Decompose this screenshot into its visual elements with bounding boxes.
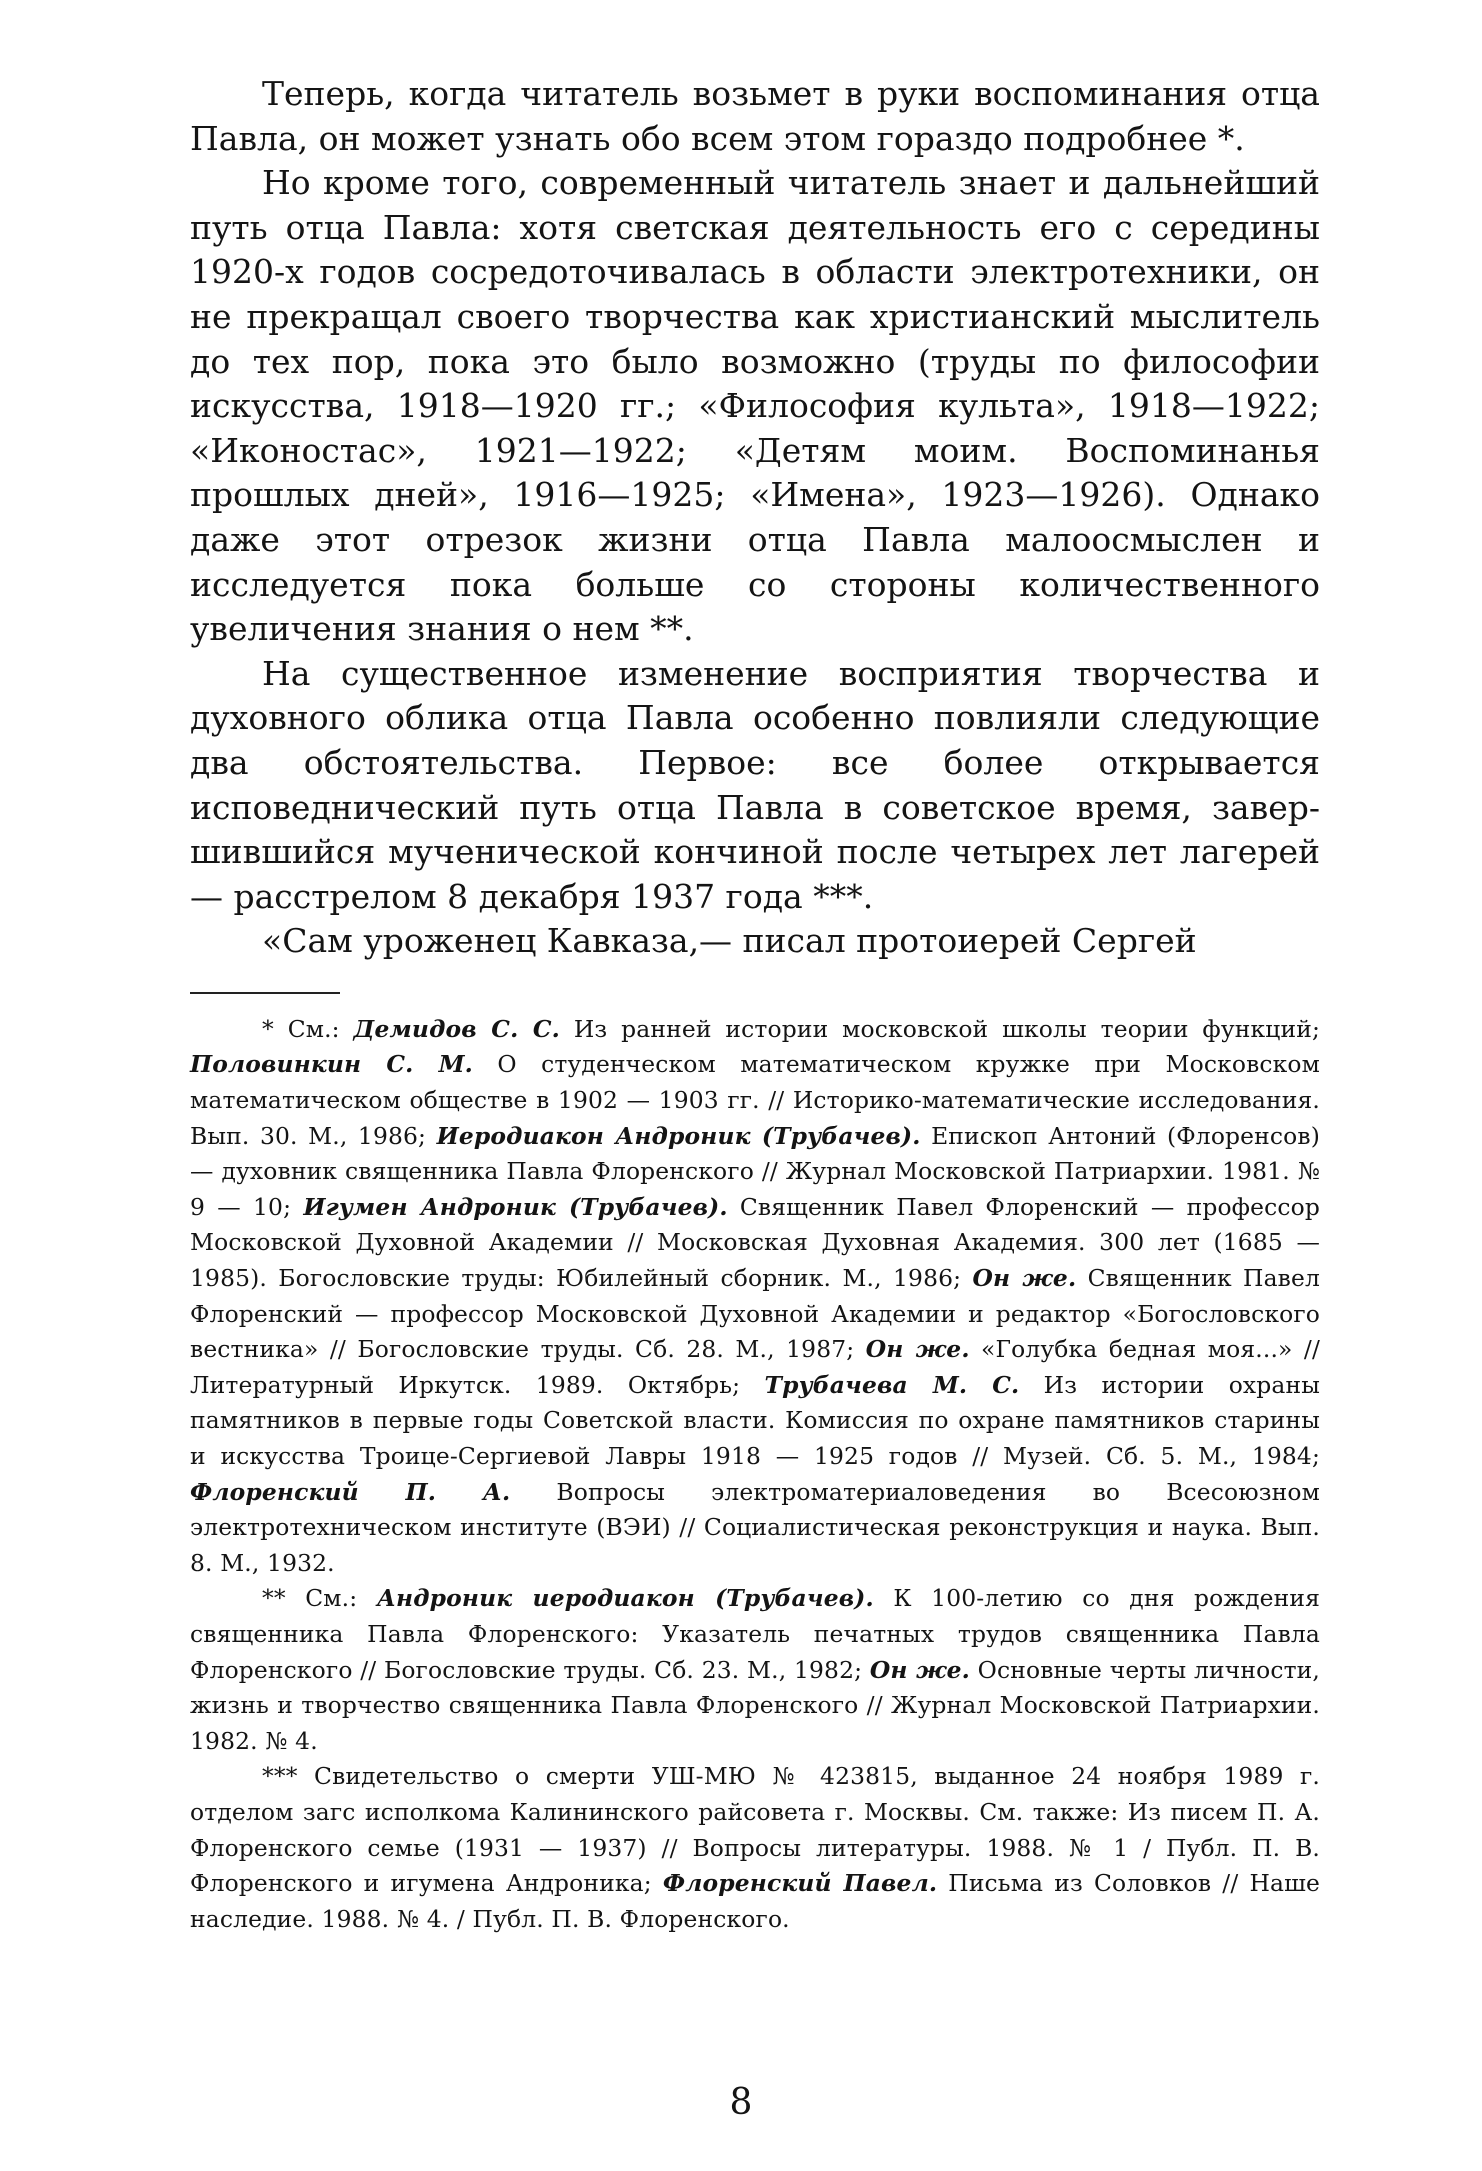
paragraph-1: Теперь, когда читатель возьмет в руки воспоминания отца Павла, он может узнать обо всем этом гораздо подробнее *. [190, 74, 1320, 158]
footnote-author-run: Флоренский П. А. [190, 1477, 511, 1506]
footnote-author-run: Он же. [865, 1335, 970, 1364]
footnote-text-run: Из ранней истории московской школы теории функций; [559, 1014, 1321, 1043]
footnote-text-run: К 100-летию со дня рождения священника Павла Флоренского: Указатель печатных трудов священника Павла Флоренского // Богословские труды. Сб. 23. М., 1982; [190, 1584, 1320, 1684]
footnote-text-run: Письма из Соловков // Наше наследие. 1988. № 4. / Публ. П. В. Флоренского. [190, 1869, 1320, 1933]
footnote-author-run: Половинкин С. М. [190, 1050, 473, 1079]
footnote-author-run: Он же. [972, 1264, 1077, 1293]
paragraph-2: Но кроме того, современный читатель знает и дальнейший путь отца Павла: хотя светская деятельность его с середины 1920-х годов сосредоточивалась в области электротехники, он не прекращал своего творчества как христианский мыслитель до тех пор, пока это было возможно (труды по философии искусства, 1918—1920 гг.; «Философия культа», 1918—1922; «Иконостас», 1921—1922; «Детям моим. Воспоминанья прошлых дней», 1916—1925; «Имена», 1923—1926). Однако даже этот отрезок жизни отца Павла малоосмыслен и исследуется пока больше со стороны количественного увеличения знания о нем **. [190, 163, 1320, 649]
footnote-author-run: Андроник иеродиакон (Трубачев). [376, 1584, 874, 1613]
page-content [190, 72, 1320, 1937]
footnote-text-run: Епископ Антоний (Флоренсов) — духовник священника Павла Флоренского // Журнал Московской Патриархии. 1981. № 9 — 10; [190, 1121, 1320, 1221]
paragraph-4: «Сам уроженец Кавказа,— писал протоиерей Сергей [262, 921, 1197, 961]
footnote-text-run: О студенческом математическом кружке при Московском математическом обществе в 1902 — 1903 гг. // Историко-математические исследования. Вып. 30. М., 1986; [190, 1050, 1320, 1150]
footnote-3 [190, 1759, 1320, 1937]
footnote-text-run: Из истории охраны памятников в первые годы Советской власти. Комиссия по охране памятников старины и искусства Троице-Сергиевой Лавры 1918 — 1925 годов // Музей. Сб. 5. М., 1984; [190, 1370, 1320, 1470]
footnote-text-run: «Голубка бедная моя...» // Литературный Иркутск. 1989. Октябрь; [190, 1335, 1320, 1399]
paragraph-3: На существенное изменение восприятия творчества и духовного облика отца Павла особенно повлияли следующие два обстоятельства. Первое: все более открывается исповеднический путь отца Павла в советское время, завершившийся мученической кончиной после четырех лет лагерей — расстрелом 8 декабря 1937 года ***. [190, 653, 1320, 916]
footnote-author-run: Демидов С. С. [353, 1014, 560, 1043]
page-number: 8 [729, 2082, 753, 2123]
footnote-text-run: * См.: [262, 1014, 354, 1043]
footnotes [190, 1012, 1320, 1937]
main-text [190, 72, 1320, 964]
footnote-text-run: Священник Павел Флоренский — профессор Московской Духовной Академии // Московская Духовная Академия. 300 лет (1685 — 1985). Богословские труды: Юбилейный сборник. М., 1986; [190, 1192, 1320, 1293]
footnote-2 [190, 1581, 1320, 1759]
footnote-text-run: Основные черты личности, жизнь и творчество священника Павла Флоренского // Журнал Московской Патриархии. 1982. № 4. [190, 1655, 1320, 1755]
footnote-author-run: Иеродиакон Андроник (Трубачев). [436, 1121, 921, 1150]
footnote-divider [190, 992, 340, 994]
footnote-author-run: Трубачева М. С. [764, 1370, 1020, 1399]
footnote-text-run: Священник Павел Флоренский — профессор Московской Духовной Академии и редактор «Богословского вестника» // Богословские труды. Сб. 28. М., 1987; [190, 1264, 1320, 1364]
footnote-author-run: Флоренский Павел. [662, 1869, 938, 1898]
footnote-author-run: Он же. [869, 1655, 970, 1684]
footnote-text-run: *** Свидетельство о смерти УШ-МЮ № 423815, выданное 24 ноября 1989 г. отделом загс исполкома Калининского райсовета г. Москвы. См. также: Из писем П. А. Флоренского семье (1931 — 1937) // Вопросы литературы. 1988. № 1 / Публ. П. В. Флоренского и игумена Андроника; [190, 1762, 1320, 1898]
footnote-1 [190, 1012, 1320, 1582]
footnote-text-run: Вопросы электроматериаловедения во Всесоюзном электротехническом институте (ВЭИ) // Социалистическая реконструкция и наука. Вып. 8. М., 1932. [190, 1477, 1320, 1577]
footnote-author-run: Игумен Андроник (Трубачев). [303, 1192, 728, 1221]
footnote-text-run: ** См.: [262, 1584, 377, 1613]
